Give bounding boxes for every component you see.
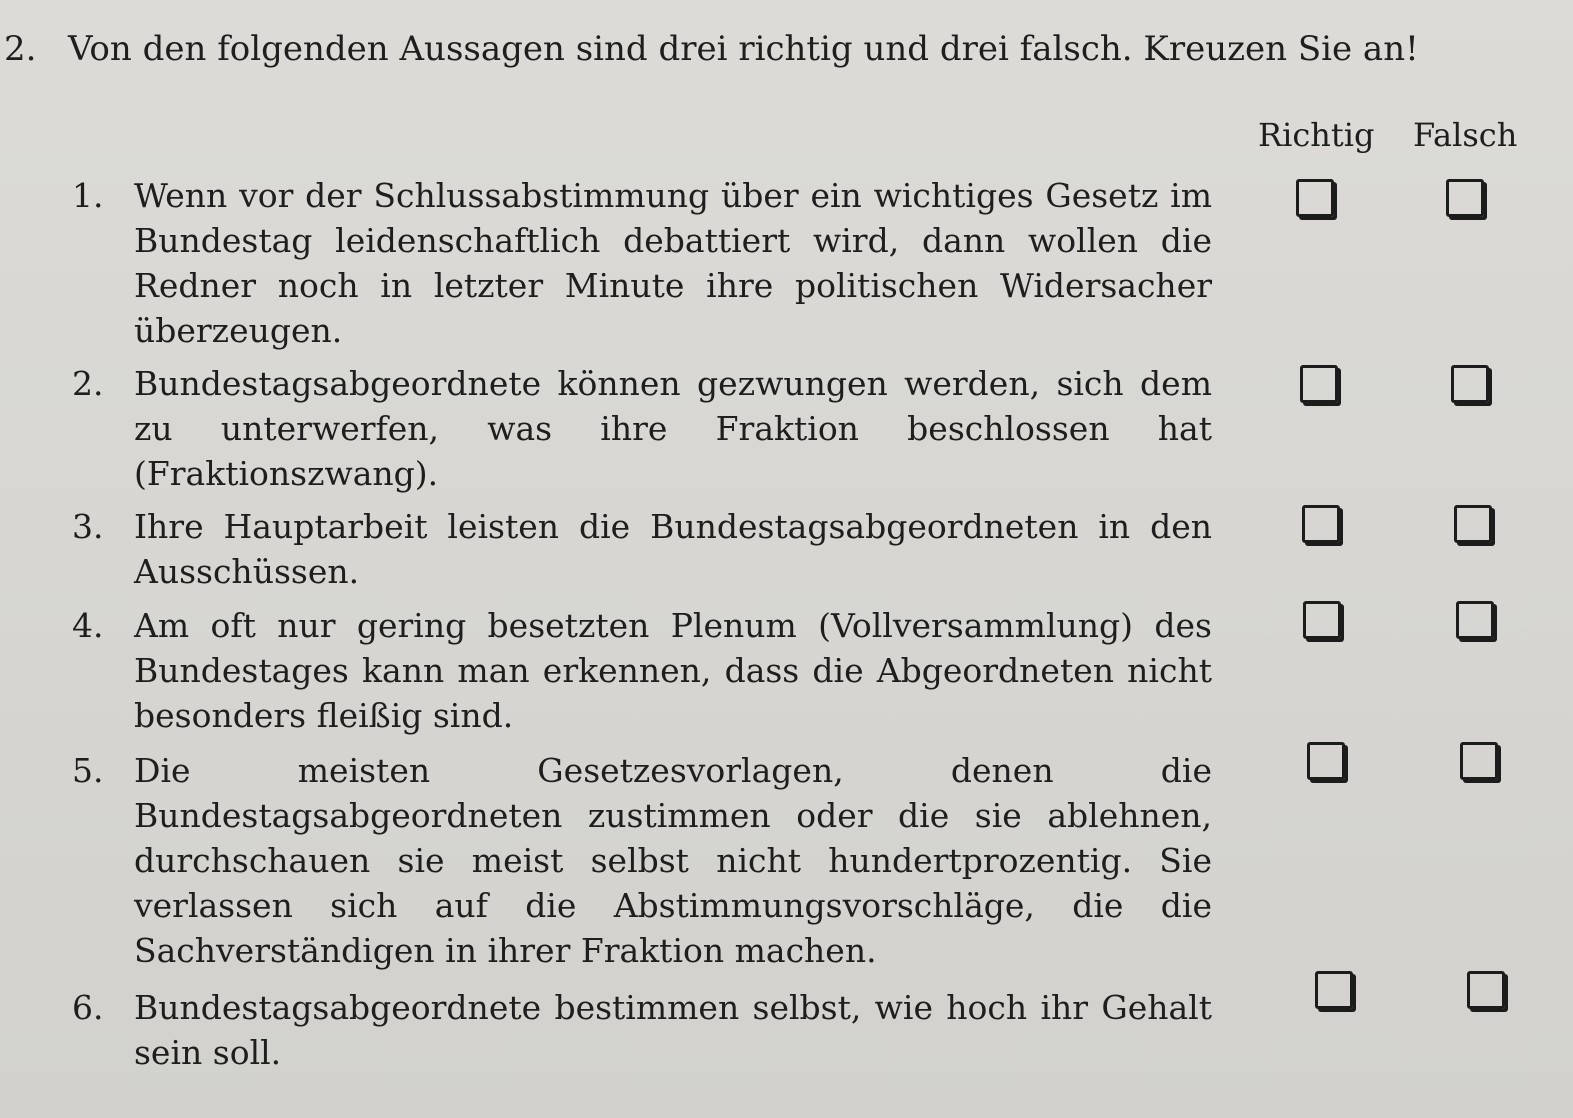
checkbox-falsch-1[interactable] (1446, 179, 1484, 217)
statement-5 (72, 748, 1222, 973)
statement-number: 5. (72, 751, 104, 790)
statement-3 (72, 504, 1222, 594)
checkbox-falsch-6[interactable] (1467, 971, 1505, 1009)
checkbox-richtig-5[interactable] (1307, 742, 1345, 780)
task-number: 2. (4, 29, 37, 69)
statement-number: 4. (72, 606, 104, 645)
column-header-richtig: Richtig (1258, 116, 1375, 154)
checkbox-richtig-2[interactable] (1300, 365, 1338, 403)
checkbox-falsch-5[interactable] (1460, 742, 1498, 780)
statement-text: Bundestagsabgeordnete bestimmen selbst, wie hoch ihr Gehalt sein soll. (134, 988, 1212, 1072)
statement-number: 2. (72, 364, 104, 403)
checkbox-richtig-3[interactable] (1302, 505, 1340, 543)
checkbox-richtig-6[interactable] (1315, 971, 1353, 1009)
statement-text: Wenn vor der Schlussabstimmung über ein wichtiges Gesetz im Bundestag leidenschaftlich debattiert wird, dann wollen die Redner noch in letzter Minute ihre politischen Widersacher überzeugen. (134, 176, 1212, 350)
statement-text: Am oft nur gering besetzten Plenum (Vollversammlung) des Bundestages kann man erkennen, dass die Abgeordneten nicht besonders fleißig sind. (134, 606, 1212, 735)
checkbox-falsch-3[interactable] (1454, 505, 1492, 543)
task-heading (4, 26, 1544, 72)
column-header-falsch: Falsch (1413, 116, 1518, 154)
checkbox-falsch-2[interactable] (1451, 365, 1489, 403)
statement-2 (72, 361, 1222, 496)
checkbox-richtig-1[interactable] (1296, 179, 1334, 217)
statement-text: Ihre Hauptarbeit leisten die Bundestagsabgeordneten in den Ausschüssen. (134, 507, 1212, 591)
checkbox-falsch-4[interactable] (1456, 601, 1494, 639)
statement-number: 1. (72, 176, 104, 215)
statement-1 (72, 173, 1222, 353)
task-instruction: Von den folgenden Aussagen sind drei richtig und drei falsch. Kreuzen Sie an! (68, 29, 1419, 69)
statement-6 (72, 985, 1222, 1075)
statement-number: 6. (72, 988, 104, 1027)
statement-text: Bundestagsabgeordnete können gezwungen werden, sich dem zu unterwerfen, was ihre Fraktion beschlossen hat (Fraktionszwang). (134, 364, 1212, 493)
statement-number: 3. (72, 507, 104, 546)
statement-4 (72, 603, 1222, 738)
statement-text: Die meisten Gesetzesvorlagen, denen die Bundestagsabgeordneten zustimmen oder die sie ablehnen, durchschauen sie meist selbst nicht hundertprozentig. Sie verlassen sich auf die Abstimmungsvorschläge, die die Sachverständigen in ihrer Fraktion machen. (134, 751, 1212, 970)
checkbox-richtig-4[interactable] (1303, 601, 1341, 639)
